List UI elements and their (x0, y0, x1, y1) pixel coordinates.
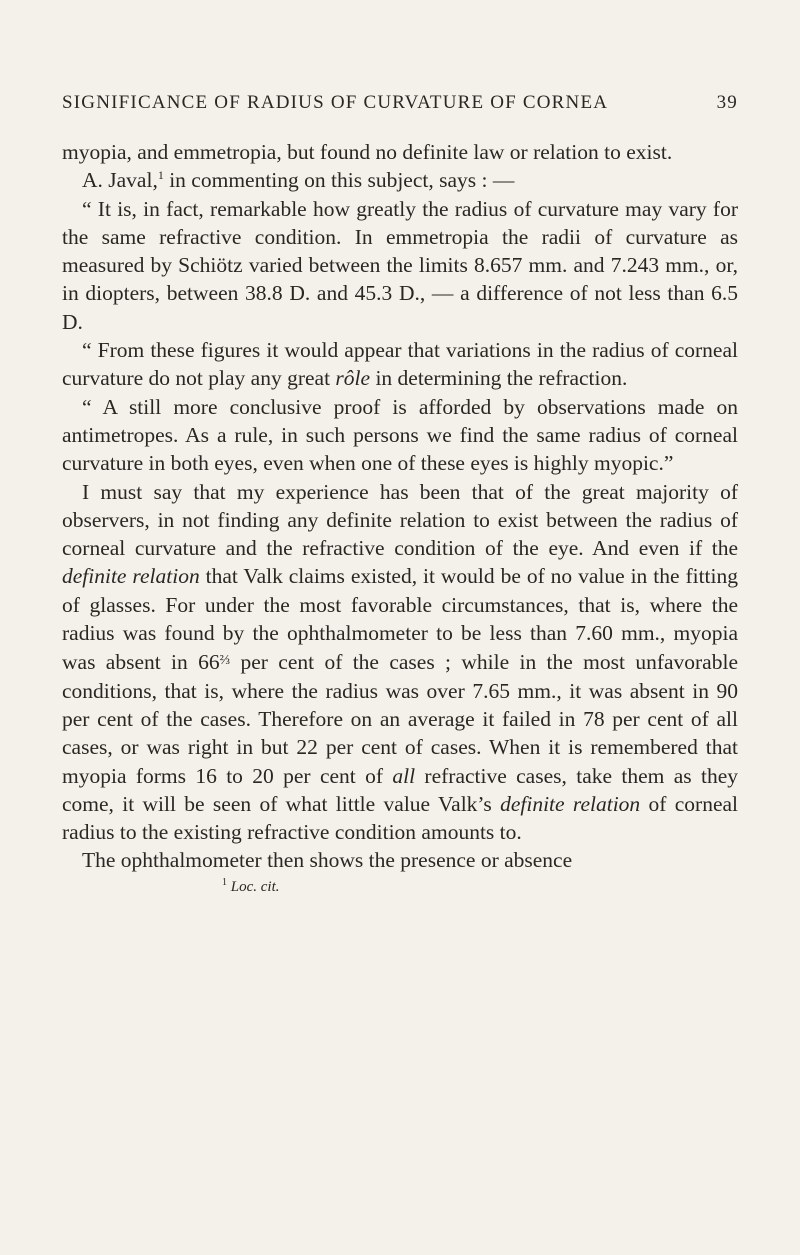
body-text (62, 138, 738, 875)
footnote-text: Loc. cit. (230, 878, 280, 895)
paragraph-6-fraction: ⅔ (219, 653, 231, 669)
paragraph-6-text-b: that Valk claims existed, it would be of no value in the fitting of glasses. For under the most favorable circumstances, that is, where the radius was found by the ophthalmometer to be less than 7.60 mm., myopia was absent in 66 (62, 564, 738, 675)
footnote-ref: 1 (157, 168, 164, 183)
running-head-title: SIGNIFICANCE OF RADIUS OF CURVATURE OF CORNEA (62, 92, 609, 113)
paragraph-6-text-c: per cent of the cases ; while in the most unfavorable conditions, that is, where the radius was over 7.65 mm., it was absent in 90 per cent of the cases. Therefore on an average it failed in 78 per cent of all cases, or was right in but 22 per cent of cases. When it is remembered that myopia forms 16 to 20 per cent of (62, 650, 738, 788)
paragraph-6-text-e: of corneal radius to the existing refractive condition amounts to. (62, 791, 739, 845)
running-head (62, 92, 738, 114)
paragraph-5-quote: “ A still more conclusive proof is afforded by observations made on antimetropes. As a rule, in such persons we find the same radius of corneal curvature in both eyes, even when one of these eyes is highly myopic.” (62, 394, 738, 476)
paragraph-4-text-a: “ From these figures it would appear that variations in the radius of corneal curvature do not play any great (62, 338, 738, 391)
paragraph-2-text-a: A. Javal, (82, 168, 158, 193)
paragraph-3-quote: “ It is, in fact, remarkable how greatly the radius of curvature may vary for the same refractive condition. In emmetropia the radii of curvature as measured by Schiötz varied between the limits 8.657 mm. and 7.243 mm., or, in diopters, between 38.8 D. and 45.3 D., — a difference of not less than 6.5 D. (62, 196, 738, 334)
paragraph-4-emphasis: rôle (335, 366, 371, 391)
paragraph-6-text-d: refractive cases, take them as they come, it will be seen of what little value Valk’s (62, 763, 739, 816)
paragraph-4-text-b: in determining the refraction. (370, 366, 628, 391)
paragraph-7: The ophthalmometer then shows the presence or absence (82, 848, 573, 873)
paragraph-4-quote (62, 336, 738, 393)
paragraph-1: myopia, and emmetropia, but found no definite law or relation to exist. (62, 140, 673, 164)
footnote-marker: 1 (222, 876, 227, 888)
paragraph-2 (62, 166, 738, 194)
paragraph-6-emphasis-2: all (392, 763, 416, 788)
paragraph-2-text-b: in commenting on this subject, says : — (163, 168, 515, 193)
paragraph-6-emphasis-3: definite relation (500, 791, 641, 816)
page (62, 92, 738, 897)
paragraph-6-emphasis-1: definite relation (62, 564, 200, 589)
page-number: 39 (716, 92, 738, 113)
footnote (222, 877, 738, 897)
paragraph-6-text-a: I must say that my experience has been that of the great majority of observers, in not finding any definite relation to exist between the radius of corneal curvature and the refractive condition of the eye. And even if the (62, 479, 738, 561)
paragraph-6 (62, 478, 738, 847)
